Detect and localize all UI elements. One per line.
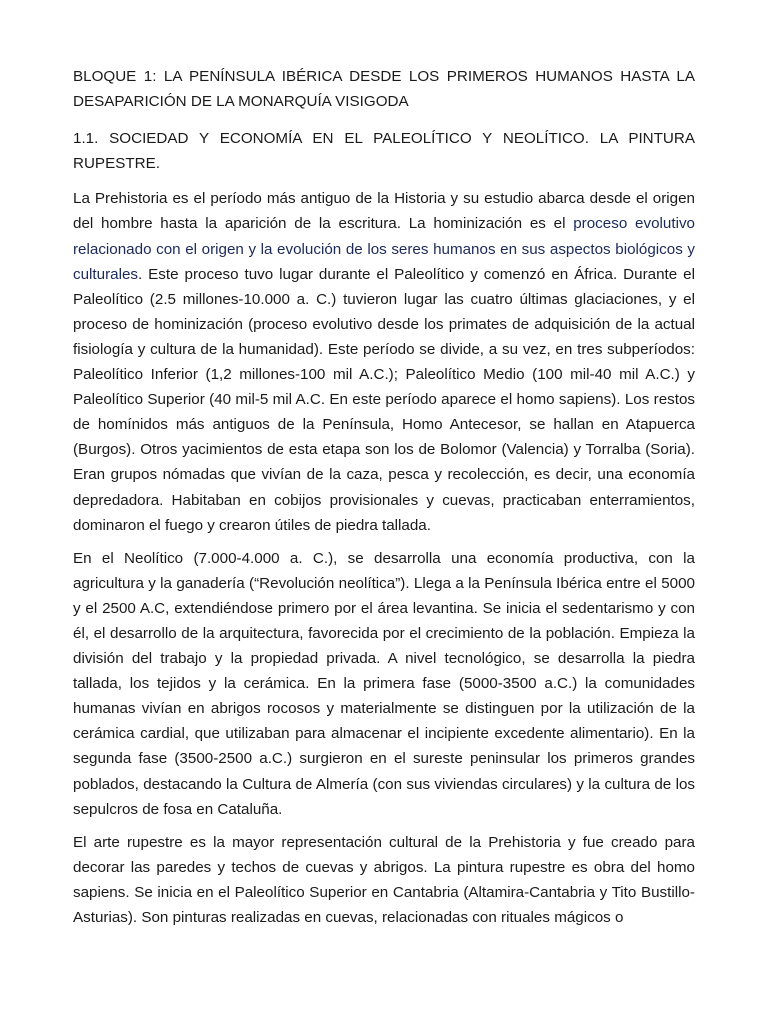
paragraph-neolithic: En el Neolítico (7.000-4.000 a. C.), se desarrolla una economía productiva, con la agricultura y la ganadería (“Revolución neolítica”). Llega a la Península Ibérica entre el 5000 y el 2500 A.C, extendiéndose primero por el área levantina. Se inicia el sedentarismo y con él, el desarrollo de la arquitectura, favorecida por el crecimiento de la población. Empieza la división del trabajo y la propiedad privada. A nivel tecnológico, se desarrolla la piedra tallada, los tejidos y la cerámica. En la primera fase (5000-3500 a.C.) la comunidades humanas vivían en abrigos rocosos y materialmente se distinguen por la utilización de la cerámica cardial, que utilizaban para almacenar el incipiente excedente alimentario). En la segunda fase (3500-2500 a.C.) surgieron en el sureste peninsular los primeros grandes poblados, destacando la Cultura de Almería (con sus viviendas circulares) y la cultura de los sepulcros de fosa en Cataluña. xyxy=(73,549,695,818)
section-heading: 1.1. SOCIEDAD Y ECONOMÍA EN EL PALEOLÍTICO Y NEOLÍTICO. LA PINTURA RUPESTRE. xyxy=(73,130,695,173)
paragraph-text: La Prehistoria es el período más antiguo de la Historia y su estudio abarca desde el origen del hombre hasta la aparición de la escritura. La hominización es el xyxy=(73,190,695,233)
paragraph-text: . Este proceso tuvo lugar durante el Paleolítico y comenzó en África. Durante el Paleolítico (2.5 millones-10.000 a. C.) tuvieron lugar las cuatro últimas glaciaciones, y el proceso de hominización (proceso evolutivo desde los primates de adquisición de la actual fisiología y cultura de la humanidad). Este período se divide, a su vez, en tres subperíodos: Paleolítico Inferior (1,2 millones-100 mil A.C.); Paleolítico Medio (100 mil-40 mil A.C.) y Paleolítico Superior (40 mil-5 mil A.C. En este período aparece el homo sapiens). Los restos de homínidos más antiguos de la Península, Homo Antecesor, se hallan en Atapuerca (Burgos). Otros yacimientos de esta etapa son los de Bolomor (Valencia) y Torralba (Soria). Eran grupos nómadas que vivían de la caza, pesca y recolección, es decir, una economía depredadora. Habitaban en cobijos provisionales y cuevas, practicaban enterramientos, dominaron el fuego y crearon útiles de piedra tallada. xyxy=(73,265,695,534)
paragraph-paleolithic xyxy=(73,186,695,537)
highlighted-definition: proceso evolutivo relacionado con el origen y la evolución de los seres humanos en sus aspectos biológicos y culturales xyxy=(73,215,695,283)
document-page xyxy=(73,64,695,938)
document-title: BLOQUE 1: LA PENÍNSULA IBÉRICA DESDE LOS PRIMEROS HUMANOS HASTA LA DESAPARICIÓN DE LA MONARQUÍA VISIGODA xyxy=(73,68,695,111)
paragraph-rock-art: El arte rupestre es la mayor representación cultural de la Prehistoria y fue creado para decorar las paredes y techos de cuevas y abrigos. La pintura rupestre es obra del homo sapiens. Se inicia en el Paleolítico Superior en Cantabria (Altamira-Cantabria y Tito Bustillo-Asturias). Son pinturas realizadas en cuevas, relacionadas con rituales mágicos o xyxy=(73,833,695,926)
